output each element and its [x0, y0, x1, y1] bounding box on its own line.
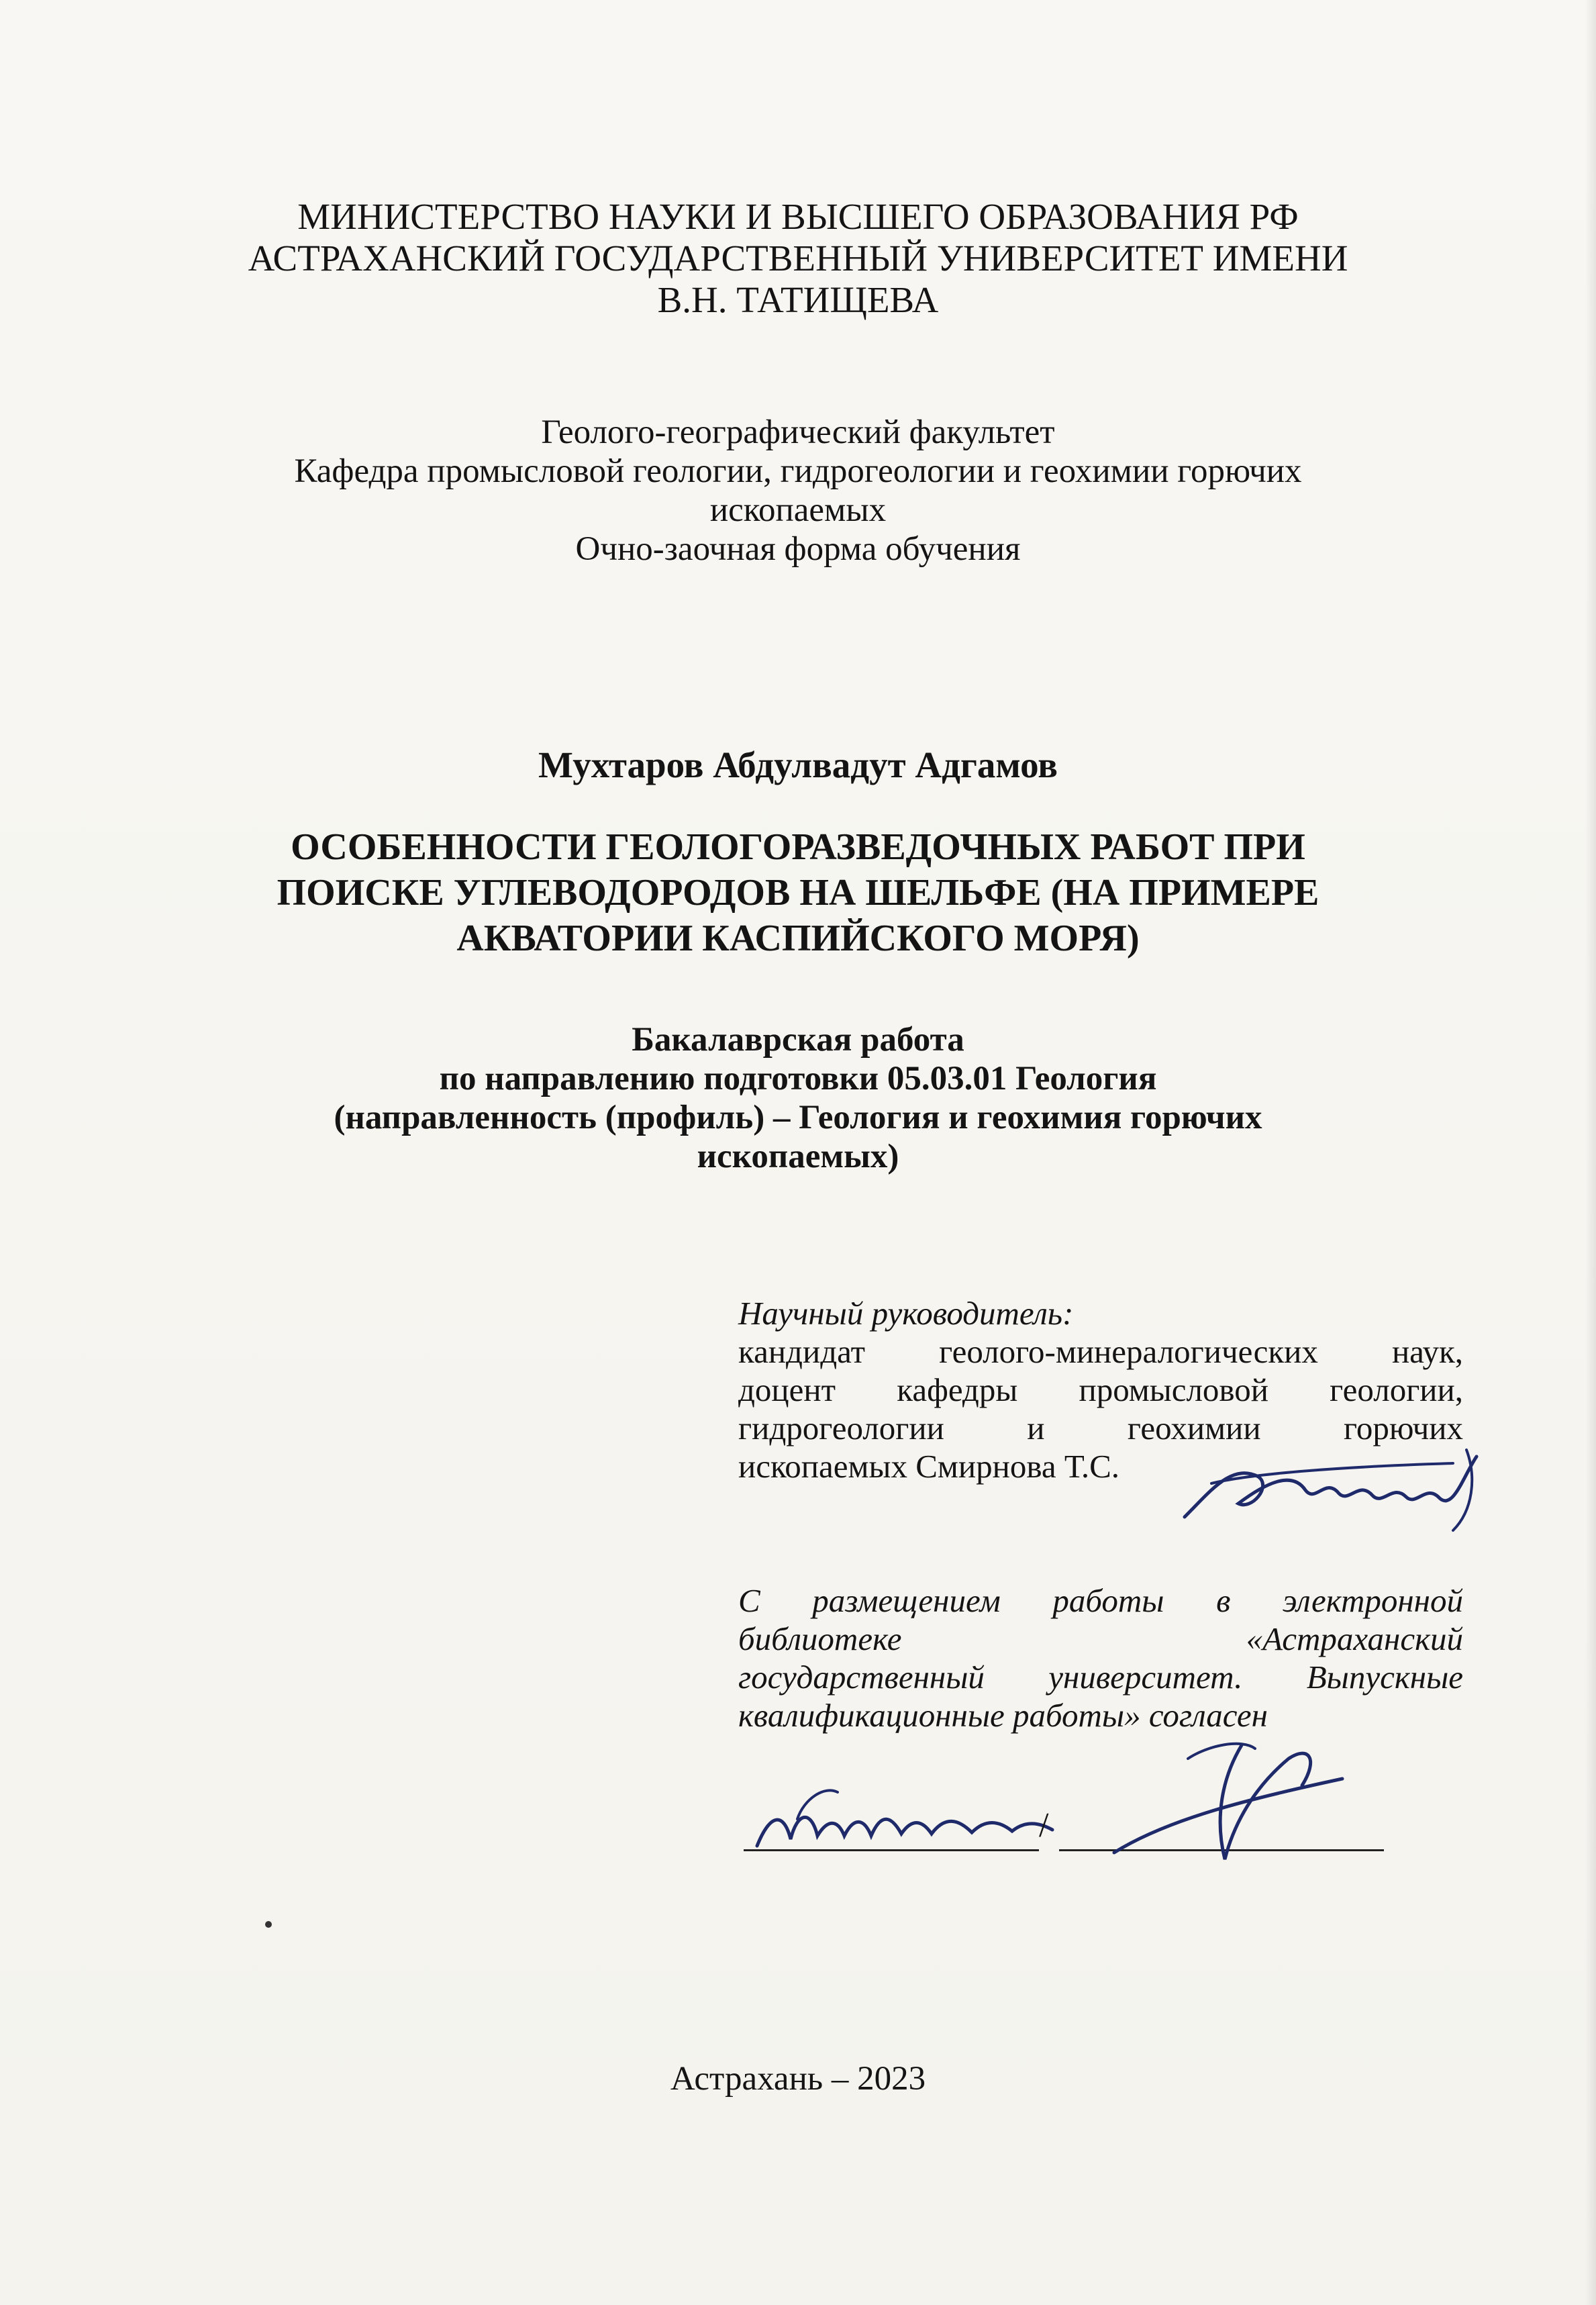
department-info: [0, 413, 1596, 569]
consent-block: [738, 1581, 1463, 1734]
title-line1: ОСОБЕННОСТИ ГЕОЛОГОРАЗВЕДОЧНЫХ РАБОТ ПРИ: [291, 826, 1305, 868]
supervisor-signature-icon: [1171, 1436, 1493, 1537]
study-form: Очно-заочная форма обучения: [575, 530, 1021, 568]
title-line3: АКВАТОРИИ КАСПИЙСКОГО МОРЯ): [456, 918, 1140, 959]
faculty-name: Геолого-географический факультет: [541, 413, 1055, 451]
thesis-title: [0, 824, 1596, 961]
work-profile-line2: ископаемых): [697, 1138, 899, 1175]
signature-separator: /: [1039, 1806, 1049, 1845]
city-year: Астрахань – 2023: [670, 2060, 926, 2098]
supervisor-line2: доцент кафедры промысловой геологии,: [738, 1371, 1463, 1408]
supervisor-line1: кандидат геолого-минералогических наук,: [738, 1333, 1463, 1370]
title-line2: ПОИСКЕ УГЛЕВОДОРОДОВ НА ШЕЛЬФЕ (НА ПРИМЕРЕ: [277, 872, 1319, 914]
stray-dot: [265, 1921, 272, 1928]
consent-line2: библиотеке «Астраханский: [738, 1620, 1463, 1657]
chair-name-line2: ископаемых: [709, 491, 887, 529]
work-type: Бакалаврская работа: [632, 1021, 964, 1059]
university-name-line: В.Н. ТАТИЩЕВА: [657, 279, 939, 320]
chair-name-line1: Кафедра промысловой геологии, гидрогеологии и геохимии горючих: [294, 452, 1302, 490]
advisor-signature-icon: [1087, 1718, 1356, 1879]
work-type-block: [0, 1020, 1596, 1176]
consent-line1: С размещением работы в электронной: [738, 1582, 1463, 1619]
work-direction: по направлению подготовки 05.03.01 Геология: [439, 1060, 1157, 1097]
university-line: АСТРАХАНСКИЙ ГОСУДАРСТВЕННЫЙ УНИВЕРСИТЕТ ИМЕНИ: [248, 238, 1348, 279]
author-name: Мухтаров Абдулвадут Адгамов: [538, 744, 1058, 785]
supervisor-label: Научный руководитель:: [738, 1295, 1074, 1332]
student-signature-line: [744, 1849, 1039, 1851]
ministry-line: МИНИСТЕРСТВО НАУКИ И ВЫСШЕГО ОБРАЗОВАНИЯ РФ: [297, 196, 1299, 237]
consent-line3: государственный университет. Выпускные: [738, 1659, 1463, 1696]
consent-line4: квалификационные работы» согласен: [738, 1697, 1268, 1734]
supervisor-line4: ископаемых Смирнова Т.С.: [738, 1448, 1120, 1485]
student-signature-icon: [744, 1772, 1106, 1879]
ministry-header: [0, 196, 1596, 321]
work-profile-line1: (направленность (профиль) – Геология и геохимия горючих: [334, 1099, 1262, 1136]
supervisor-line3: гидрогеологии и геохимии горючих: [738, 1410, 1463, 1446]
